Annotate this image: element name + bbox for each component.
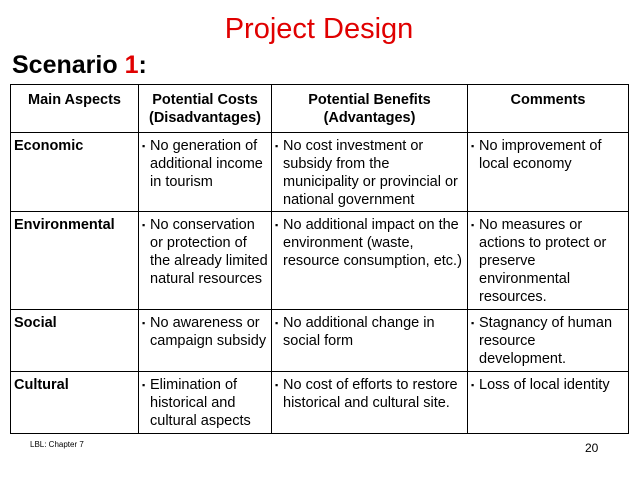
header-potential-benefits: Potential Benefits (Advantages) xyxy=(272,85,468,133)
header-main-aspects: Main Aspects xyxy=(11,85,139,133)
bullet-icon: ▪ xyxy=(142,220,146,230)
table-row xyxy=(11,372,629,434)
costs-cell xyxy=(139,133,272,212)
header-potential-costs: Potential Costs (Disadvantages) xyxy=(139,85,272,133)
scenario-number: 1 xyxy=(124,51,139,79)
bullet-icon: ▪ xyxy=(275,380,279,390)
costs-text: No awareness or campaign subsidy xyxy=(150,315,267,349)
benefits-text: No additional change in social form xyxy=(283,315,435,349)
comments-text: No improvement of local economy xyxy=(479,138,602,172)
scenario-label: Scenario xyxy=(12,51,125,79)
benefits-cell xyxy=(272,372,468,434)
bullet-icon: ▪ xyxy=(142,380,146,390)
costs-cell xyxy=(139,372,272,434)
bullet-icon: ▪ xyxy=(142,141,146,151)
bullet-icon: ▪ xyxy=(142,318,146,328)
comments-cell xyxy=(468,310,629,372)
benefits-cell xyxy=(272,212,468,310)
bullet-icon: ▪ xyxy=(471,141,475,151)
comments-cell xyxy=(468,133,629,212)
header-comments: Comments xyxy=(468,85,629,133)
aspect-cell: Economic xyxy=(11,133,139,212)
aspect-cell: Environmental xyxy=(11,212,139,310)
slide-title: Project Design xyxy=(224,13,414,45)
benefits-cell xyxy=(272,310,468,372)
scenario-heading xyxy=(12,50,147,80)
costs-cell xyxy=(139,310,272,372)
comments-text: Stagnancy of human resource development. xyxy=(479,315,613,367)
bullet-icon: ▪ xyxy=(471,318,475,328)
costs-text: No generation of additional income in tourism xyxy=(150,138,263,190)
page-number: 20 xyxy=(585,441,599,455)
comments-text: No measures or actions to protect or preserve environmental resources. xyxy=(479,217,607,305)
bullet-icon: ▪ xyxy=(275,318,279,328)
benefits-text: No cost of efforts to restore historical and cultural site. xyxy=(283,377,458,411)
table-row xyxy=(11,133,629,212)
footer-chapter-label: LBL: Chapter 7 xyxy=(30,440,84,449)
bullet-icon: ▪ xyxy=(275,141,279,151)
bullet-icon: ▪ xyxy=(471,380,475,390)
comments-cell xyxy=(468,212,629,310)
benefits-cell xyxy=(272,133,468,212)
aspect-cell: Social xyxy=(11,310,139,372)
scenario-colon: : xyxy=(138,51,147,79)
costs-text: No conservation or protection of the already limited natural resources xyxy=(150,217,268,287)
costs-cell xyxy=(139,212,272,310)
project-design-table xyxy=(10,84,629,434)
bullet-icon: ▪ xyxy=(471,220,475,230)
comments-cell xyxy=(468,372,629,434)
table-row xyxy=(11,212,629,310)
benefits-text: No cost investment or subsidy from the municipality or provincial or national government xyxy=(283,138,458,208)
bullet-icon: ▪ xyxy=(275,220,279,230)
comments-text: Loss of local identity xyxy=(479,377,610,393)
costs-text: Elimination of historical and cultural aspects xyxy=(150,377,251,429)
table-header-row xyxy=(11,85,629,133)
table-row xyxy=(11,310,629,372)
benefits-text: No additional impact on the environment (waste, resource consumption, etc.) xyxy=(283,217,462,269)
aspect-cell: Cultural xyxy=(11,372,139,434)
